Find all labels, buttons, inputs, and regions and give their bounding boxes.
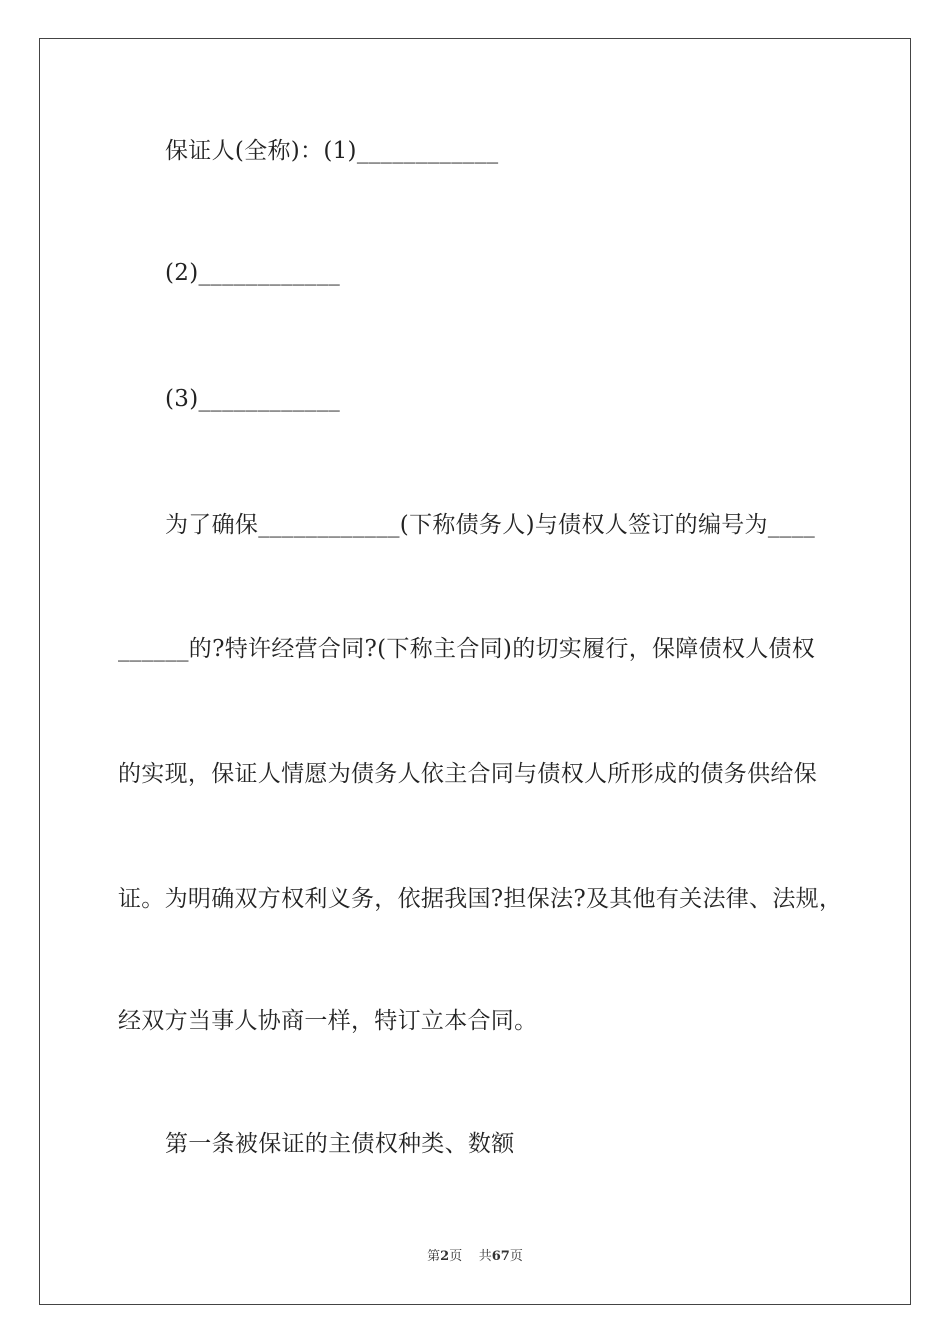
paragraph-line: 的实现，保证人情愿为债务人依主合同与债权人所形成的债务供给保 [118,761,817,787]
article-heading: 第一条被保证的主债权种类、数额 [165,1131,515,1157]
page-border [39,38,911,1305]
paragraph-line: 为了确保____________(下称债务人)与债权人签订的编号为____ [165,512,816,538]
guarantor-line-2: (2)____________ [165,260,341,286]
total-pages: 67 [491,1249,510,1264]
paragraph-line: 证。为明确双方权利义务，依据我国?担保法?及其他有关法律、法规， [118,886,843,912]
page-number: 2 [440,1249,450,1264]
page-footer [0,1245,950,1264]
paragraph-line: 经双方当事人协商一样，特订立本合同。 [118,1008,538,1034]
page-suffix: 页 [449,1249,463,1264]
guarantor-line-1: 保证人(全称)：(1)____________ [165,138,499,164]
total-suffix: 页 [509,1249,523,1264]
total-prefix: 共 [478,1249,492,1264]
guarantor-line-3: (3)____________ [165,386,341,412]
paragraph-line: ______的?特许经营合同?(下称主合同)的切实履行，保障债权人债权 [118,636,816,662]
page-prefix: 第 [427,1249,441,1264]
